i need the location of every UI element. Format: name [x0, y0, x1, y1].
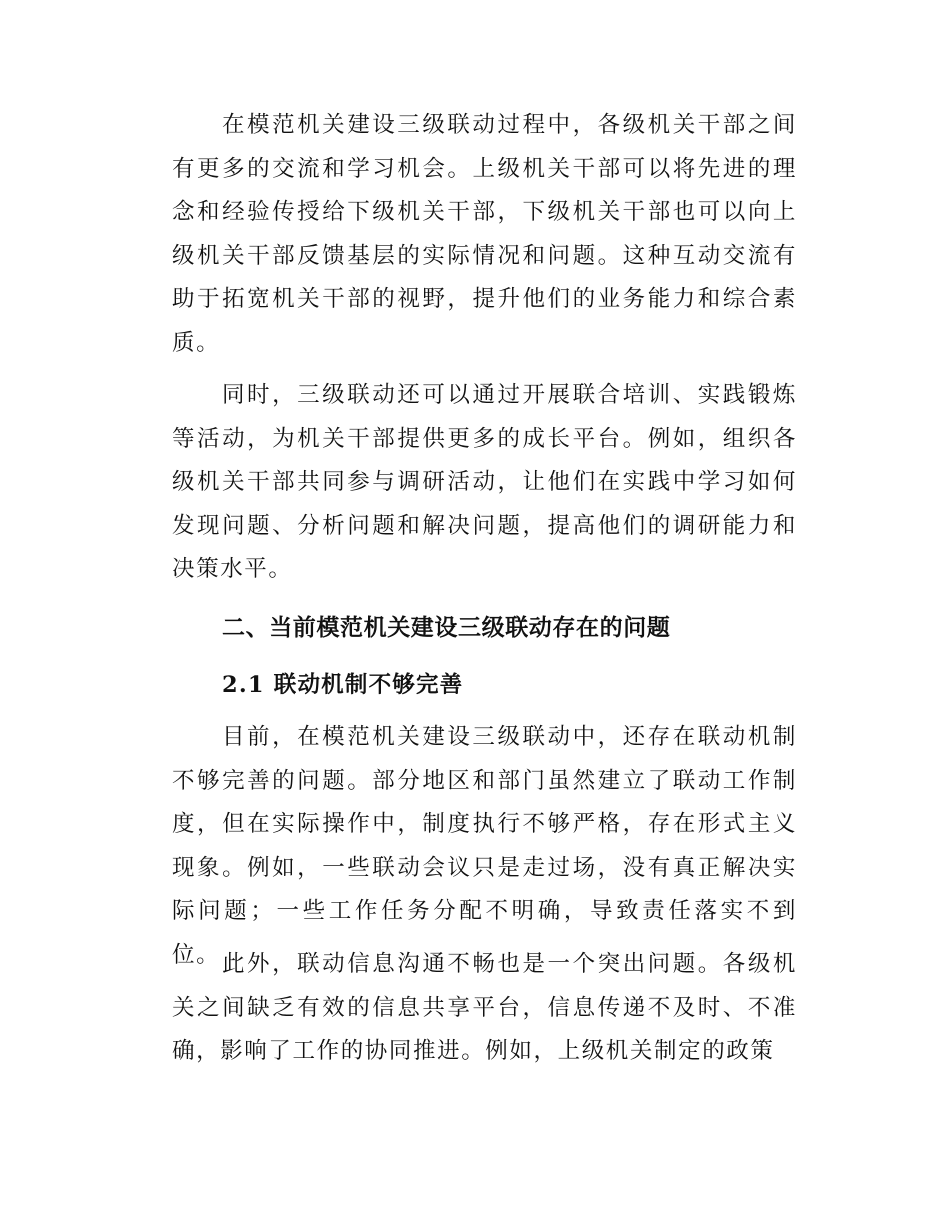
paragraph-mechanism-problem: 目前，在模范机关建设三级联动中，还存在联动机制不够完善的问题。部分地区和部门虽然建立了联动工作制度，但在实际操作中，制度执行不够严格，存在形式主义现象。例如，一些联动会议只是走过场，没有真正解决实际问题；一些工作任务分配不明确，导致责任落实不到位。 [172, 724, 797, 968]
subsection-heading: 2.1 联动机制不够完善 [222, 672, 464, 698]
paragraph-information-communication: 此外，联动信息沟通不畅也是一个突出问题。各级机关之间缺乏有效的信息共享平台，信息传递不及时、不准确，影响了工作的协同推进。例如，上级机关制定的政策 [172, 951, 797, 1064]
paragraph-exchange-learning: 在模范机关建设三级联动过程中，各级机关干部之间有更多的交流和学习机会。上级机关干部可以将先进的理念和经验传授给下级机关干部，下级机关干部也可以向上级机关干部反馈基层的实际情况和问题。这种互动交流有助于拓宽机关干部的视野，提升他们的业务能力和综合素质。 [172, 112, 797, 356]
section-heading: 二、当前模范机关建设三级联动存在的问题 [222, 615, 671, 641]
paragraph-joint-training: 同时，三级联动还可以通过开展联合培训、实践锻炼等活动，为机关干部提供更多的成长平台。例如，组织各级机关干部共同参与调研活动，让他们在实践中学习如何发现问题、分析问题和解决问题，提高他们的调研能力和决策水平。 [172, 382, 797, 582]
